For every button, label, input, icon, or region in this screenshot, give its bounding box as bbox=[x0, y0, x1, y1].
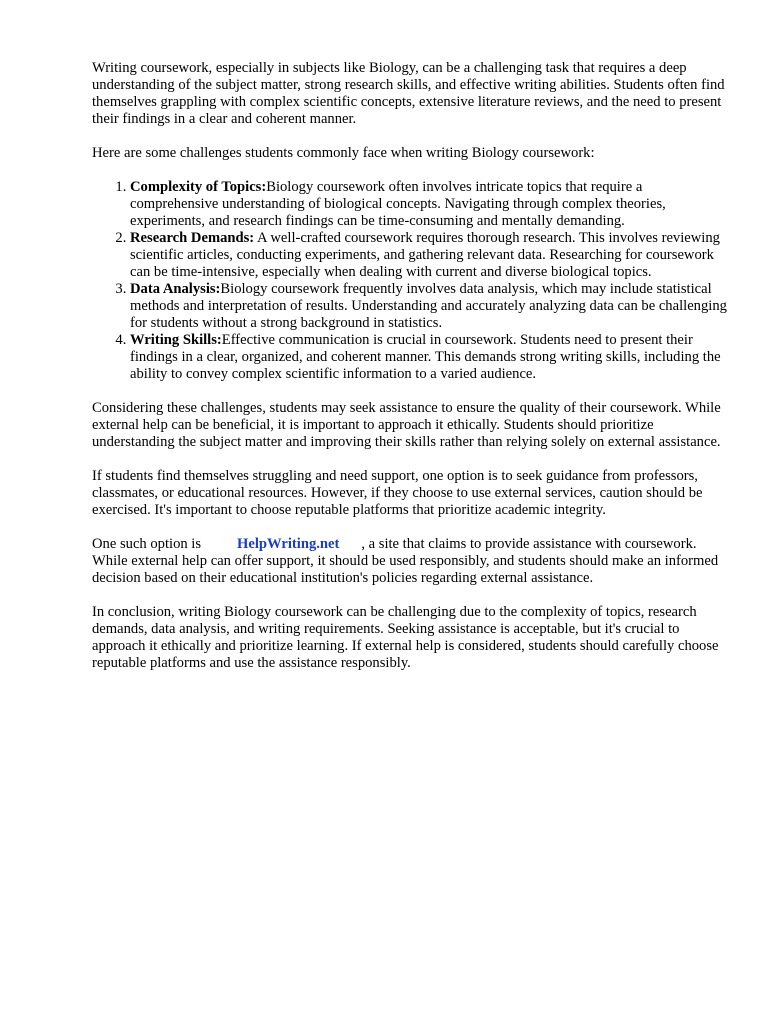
option-suffix: , a site that claims to provide assistance with coursework. While external help can offer support, it should be used responsibly, and students should make an informed decision based on their educational institution's policies regarding external assistance. bbox=[92, 536, 719, 586]
considering-paragraph: Considering these challenges, students may seek assistance to ensure the quality of their coursework. While external help can be beneficial, it is important to approach it ethically. Students should prioritize understanding the subject matter and improving their skills rather than relying solely on external assistance. bbox=[92, 400, 721, 450]
challenge-item-writing-skills bbox=[130, 332, 732, 383]
option-paragraph bbox=[92, 536, 732, 587]
document-page bbox=[92, 60, 732, 689]
challenge-text: Biology coursework often involves intricate topics that require a comprehensive understanding of biological concepts. Navigating through complex theories, experiments, and research findings can be time-consuming and mentally demanding. bbox=[130, 179, 666, 229]
list-intro-paragraph: Here are some challenges students commonly face when writing Biology coursework: bbox=[92, 145, 595, 161]
challenge-item-research bbox=[130, 230, 732, 281]
challenges-list bbox=[92, 179, 732, 383]
challenge-title: Complexity of Topics: bbox=[130, 179, 267, 195]
challenge-text: Effective communication is crucial in coursework. Students need to present their findings in a clear, organized, and coherent manner. This demands strong writing skills, including the ability to convey complex scientific information to a varied audience. bbox=[130, 332, 721, 382]
challenge-item-data-analysis bbox=[130, 281, 732, 332]
conclusion-paragraph: In conclusion, writing Biology coursework can be challenging due to the complexity of topics, research demands, data analysis, and writing requirements. Seeking assistance is acceptable, but it's crucial to approach it ethically and prioritize learning. If external help is considered, students should carefully choose reputable platforms and use the assistance responsibly. bbox=[92, 604, 719, 671]
challenge-text: Biology coursework frequently involves data analysis, which may include statistical methods and interpretation of results. Understanding and accurately analyzing data can be challenging for students without a strong background in statistics. bbox=[130, 281, 727, 331]
struggling-paragraph: If students find themselves struggling and need support, one option is to seek guidance from professors, classmates, or educational resources. However, if they choose to use external services, caution should be exercised. It's important to choose reputable platforms that prioritize academic integrity. bbox=[92, 468, 703, 518]
challenge-item-complexity bbox=[130, 179, 732, 230]
intro-paragraph: Writing coursework, especially in subjects like Biology, can be a challenging task that requires a deep understanding of the subject matter, strong research skills, and effective writing abilities. Students often find themselves grappling with complex scientific concepts, extensive literature reviews, and the need to present their findings in a clear and coherent manner. bbox=[92, 60, 725, 127]
option-prefix: One such option is bbox=[92, 536, 202, 552]
helpwriting-link[interactable]: HelpWriting.net bbox=[237, 536, 340, 552]
challenge-title: Data Analysis: bbox=[130, 281, 221, 297]
challenge-title: Research Demands: bbox=[130, 230, 255, 246]
challenge-text: A well-crafted coursework requires thorough research. This involves reviewing scientific articles, conducting experiments, and gathering relevant data. Researching for coursework can be time-intensive, especially when dealing with current and diverse biological topics. bbox=[130, 230, 720, 280]
challenge-title: Writing Skills: bbox=[130, 332, 222, 348]
